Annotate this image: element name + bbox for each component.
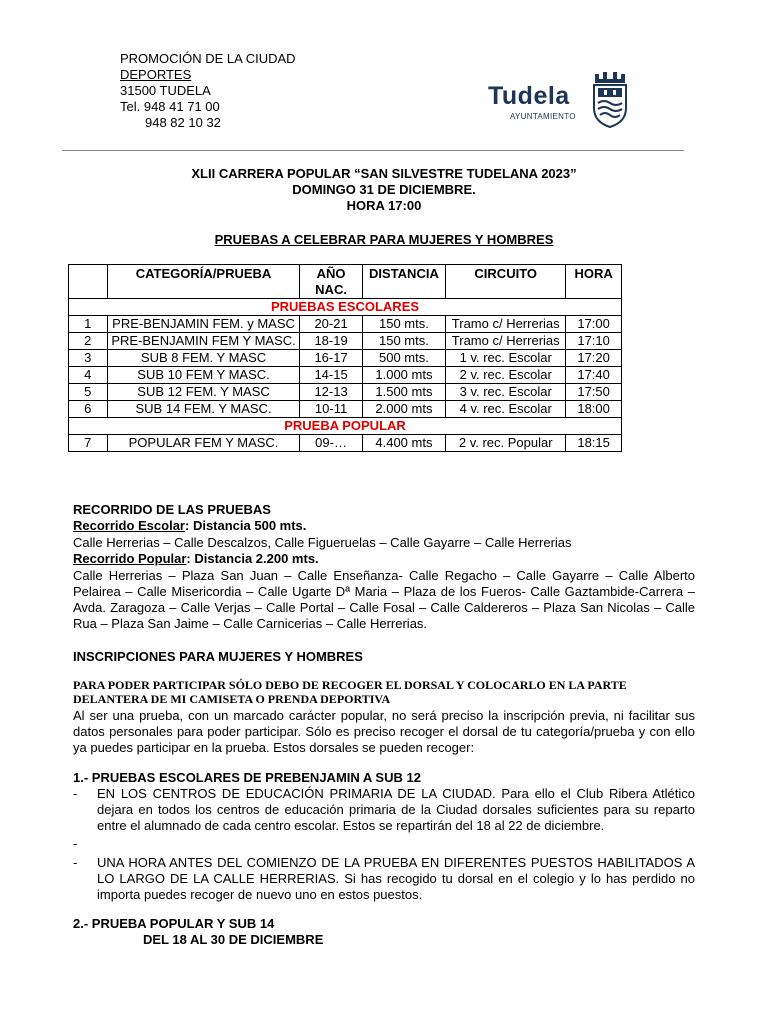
recorrido-popular-text: Calle Herrerias – Plaza San Juan – Calle Enseñanza- Calle Regacho – Calle Gayarre – Calle Alberto Pelairea – Calle Misericordia – Calle Ugarte Dª Maria – Plaza de los Fueros- Calle Gaztambide-Carrera – Avda. Zaragoza – Calle Verjas – Calle Portal – Calle Fosal – Calle Caldereros – Plaza San Nicolas – Calle Rua – Plaza San Jaime – Calle Carnicerias – Calle Herrerias. — [73, 568, 695, 631]
cell-circuit: 2 v. rec. Popular — [446, 435, 566, 452]
cell-year: 20-21 — [300, 316, 362, 333]
table-row — [69, 384, 622, 401]
recorrido-escolar-title: Recorrido Escolar: Distancia 500 mts. — [73, 518, 307, 533]
cell-time: 17:00 — [566, 316, 622, 333]
item1-caps: EN LOS CENTROS DE EDUCACIÓN PRIMARIA DE LA CIUDAD. — [97, 786, 496, 801]
coat-of-arms-icon — [592, 72, 628, 128]
cell-distance: 2.000 mts — [362, 401, 446, 418]
col-category: CATEGORÍA/PRUEBA — [107, 265, 300, 299]
cell-time: 18:15 — [566, 435, 622, 452]
table-row — [69, 435, 622, 452]
cell-distance: 1.000 mts — [362, 367, 446, 384]
events-subtitle: PRUEBAS A CELEBRAR PARA MUJERES Y HOMBRES — [214, 232, 554, 247]
cell-category: POPULAR FEM Y MASC. — [107, 435, 300, 452]
recorrido-popular-label: Recorrido Popular — [73, 551, 187, 566]
recorrido-escolar-distance: Distancia 500 mts. — [192, 518, 307, 533]
cell-time: 17:50 — [566, 384, 622, 401]
cell-category: SUB 14 FEM. Y MASC. — [107, 401, 300, 418]
address-line-dept: PROMOCIÓN DE LA CIUDAD — [120, 51, 296, 66]
cell-circuit: Tramo c/ Herrerias — [446, 316, 566, 333]
recorrido-popular-title: Recorrido Popular: Distancia 2.200 mts. — [73, 551, 319, 566]
cell-circuit: Tramo c/ Herrerias — [446, 333, 566, 350]
cell-number: 5 — [69, 384, 108, 401]
logo-subtitle: AYUNTAMIENTO — [510, 112, 576, 121]
col-year: AÑO NAC. — [300, 265, 362, 299]
list-dash: - — [73, 836, 78, 851]
cell-circuit: 3 v. rec. Escolar — [446, 384, 566, 401]
cell-number: 3 — [69, 350, 108, 367]
address-line-city: 31500 TUDELA — [120, 83, 211, 98]
section1-heading: 1.- PRUEBAS ESCOLARES DE PREBENJAMIN A SUB 12 — [73, 770, 421, 785]
section-row-popular — [69, 418, 622, 435]
section-label: PRUEBAS ESCOLARES — [69, 299, 622, 316]
event-date: DOMINGO 31 DE DICIEMBRE. — [292, 182, 476, 197]
cell-time: 17:20 — [566, 350, 622, 367]
item1-text: Para ello el Club Ribera Atlético dejara en todos los centros de educación primaria de la Ciudad dorsales suficientes para su reparto entre el alumnado de cada centro escolar. Estos se repartirán del 18 al 22 de diciembre. — [97, 786, 695, 833]
cell-time: 17:40 — [566, 367, 622, 384]
cell-category: SUB 12 FEM. Y MASC — [107, 384, 300, 401]
item2-text: Si has recogido tu dorsal en el colegio y lo has perdido no importa puedes recoger de nuevo uno en estos puestos. — [97, 871, 695, 902]
table-row — [69, 350, 622, 367]
section1-list — [73, 786, 695, 903]
inscripciones-notice: PARA PODER PARTICIPAR SÓLO DEBO DE RECOGER EL DORSAL Y COLOCARLO EN LA PARTE DELANTERA DE MI CAMISETA O PRENDA DEPORTIVA — [73, 678, 627, 706]
section-label: PRUEBA POPULAR — [69, 418, 622, 435]
recorrido-escolar-text: Calle Herrerias – Calle Descalzos, Calle Figueruelas – Calle Gayarre – Calle Herrerias — [73, 535, 572, 550]
cell-year: 09-… — [300, 435, 362, 452]
cell-year: 16-17 — [300, 350, 362, 367]
table-row — [69, 401, 622, 418]
cell-number: 1 — [69, 316, 108, 333]
cell-time: 18:00 — [566, 401, 622, 418]
recorrido-heading: RECORRIDO DE LAS PRUEBAS — [73, 502, 271, 517]
col-circuit: CIRCUITO — [446, 265, 566, 299]
header-divider — [62, 150, 684, 151]
list-dash: - — [73, 786, 78, 801]
address-line-section: DEPORTES — [120, 67, 192, 82]
races-table — [68, 264, 622, 452]
recorrido-popular-distance: Distancia 2.200 mts. — [194, 551, 319, 566]
cell-number: 4 — [69, 367, 108, 384]
address-line-phone2: 948 82 10 32 — [145, 115, 221, 130]
list-dash: - — [73, 855, 78, 870]
cell-category: SUB 8 FEM. Y MASC — [107, 350, 300, 367]
cell-number: 6 — [69, 401, 108, 418]
list-item — [73, 786, 695, 834]
inscripciones-text: Al ser una prueba, con un marcado carácter popular, no será preciso la inscripción previa, ni facilitar sus datos personales para poder participar. Sólo es preciso recoger el dorsal de tu categoría/prueba y con ello ya puedes participar en la prueba. Estos dorsales se pueden recoger: — [73, 708, 695, 755]
cell-distance: 1.500 mts — [362, 384, 446, 401]
logo-name: Tudela — [488, 82, 570, 110]
col-distance: DISTANCIA — [362, 265, 446, 299]
list-item — [73, 855, 695, 903]
cell-year: 10-11 — [300, 401, 362, 418]
cell-number: 2 — [69, 333, 108, 350]
list-item-empty — [73, 836, 695, 852]
cell-number: 7 — [69, 435, 108, 452]
item2-caps: UNA HORA ANTES DEL COMIENZO DE LA PRUEBA EN DIFERENTES PUESTOS HABILITADOS A LO LARGO DE LA CALLE HERRERIAS. — [97, 855, 695, 886]
cell-year: 18-19 — [300, 333, 362, 350]
event-title: XLII CARRERA POPULAR “SAN SILVESTRE TUDELANA 2023” — [191, 166, 577, 181]
inscripciones-heading: INSCRIPCIONES PARA MUJERES Y HOMBRES — [73, 649, 363, 664]
cell-category: PRE-BENJAMIN FEM Y MASC. — [107, 333, 300, 350]
table-row — [69, 316, 622, 333]
cell-distance: 500 mts. — [362, 350, 446, 367]
cell-circuit: 4 v. rec. Escolar — [446, 401, 566, 418]
cell-category: PRE-BENJAMIN FEM. y MASC — [107, 316, 300, 333]
col-time: HORA — [566, 265, 622, 299]
table-row — [69, 333, 622, 350]
cell-year: 14-15 — [300, 367, 362, 384]
col-number — [69, 265, 108, 299]
cell-distance: 4.400 mts — [362, 435, 446, 452]
cell-distance: 150 mts. — [362, 333, 446, 350]
section2-heading: 2.- PRUEBA POPULAR Y SUB 14 — [73, 916, 275, 931]
section-row-escolares — [69, 299, 622, 316]
table-header-row — [69, 265, 622, 299]
recorrido-escolar-label: Recorrido Escolar — [73, 518, 185, 533]
tudela-logo — [488, 72, 638, 132]
section2-subheading: DEL 18 AL 30 DE DICIEMBRE — [143, 932, 324, 947]
address-line-phone: Tel. 948 41 71 00 — [120, 99, 220, 114]
event-time: HORA 17:00 — [346, 198, 422, 213]
cell-year: 12-13 — [300, 384, 362, 401]
cell-circuit: 1 v. rec. Escolar — [446, 350, 566, 367]
cell-distance: 150 mts. — [362, 316, 446, 333]
cell-time: 17:10 — [566, 333, 622, 350]
sender-address — [120, 51, 296, 131]
cell-circuit: 2 v. rec. Escolar — [446, 367, 566, 384]
table-row — [69, 367, 622, 384]
cell-category: SUB 10 FEM Y MASC. — [107, 367, 300, 384]
